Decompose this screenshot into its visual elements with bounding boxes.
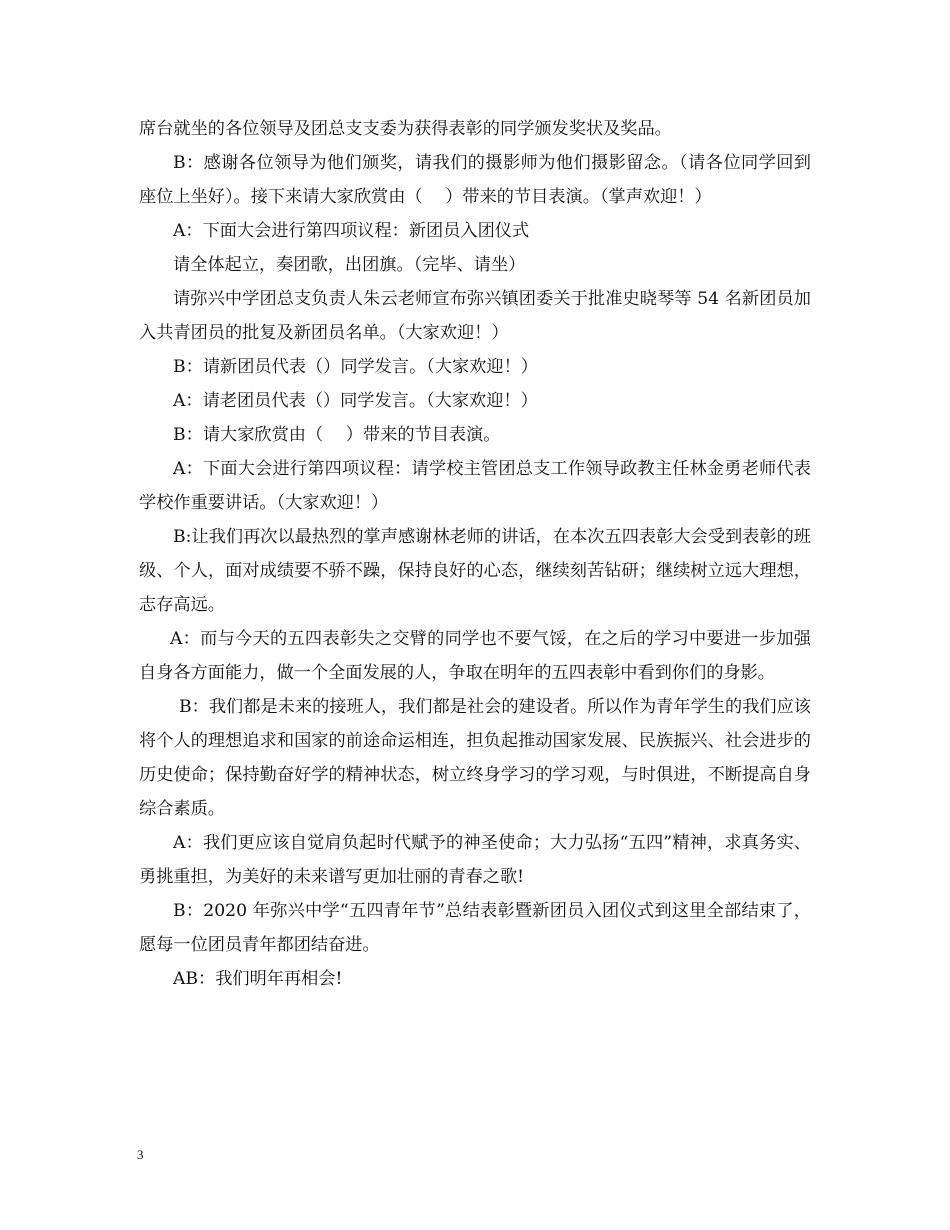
document-body <box>139 112 811 996</box>
paragraph-2: B：感谢各位领导为他们颁奖，请我们的摄影师为他们摄影留念。（请各位同学回到座位上坐好）。接下来请大家欣赏由（ ）带来的节目表演。（掌声欢迎！） <box>139 153 811 207</box>
paragraph-4: 请全体起立，奏团歌，出团旗。（完毕、请坐） <box>173 255 526 275</box>
paragraph-10: B:让我们再次以最热烈的掌声感谢林老师的讲话，在本次五四表彰大会受到表彰的班级、个人，面对成绩要不骄不躁，保持良好的心态，继续刻苦钻研；继续树立远大理想，志存高远。 <box>139 527 811 615</box>
paragraph-5: 请弥兴中学团总支负责人朱云老师宣布弥兴镇团委关于批准史晓琴等 54 名新团员加入共青团员的批复及新团员名单。（大家欢迎！） <box>139 289 811 343</box>
paragraph-15: AB：我们明年再相会! <box>173 969 343 989</box>
paragraph-6: B：请新团员代表（）同学发言。（大家欢迎！） <box>173 357 538 377</box>
paragraph-8: B：请大家欣赏由（ ）带来的节目表演。 <box>173 425 501 445</box>
paragraph-9: A：下面大会进行第四项议程：请学校主管团总支工作领导政教主任林金勇老师代表学校作重要讲话。（大家欢迎！） <box>139 459 811 513</box>
paragraph-3: A：下面大会进行第四项议程：新团员入团仪式 <box>173 221 530 241</box>
paragraph-7: A：请老团员代表（）同学发言。（大家欢迎！） <box>173 391 538 411</box>
paragraph-11: A：而与今天的五四表彰失之交臂的同学也不要气馁，在之后的学习中要进一步加强自身各方面能力，做一个全面发展的人，争取在明年的五四表彰中看到你们的身影。 <box>139 629 811 683</box>
paragraph-13: A：我们更应该自觉肩负起时代赋予的神圣使命；大力弘扬“五四”精神，求真务实、勇挑重担，为美好的未来谱写更加壮丽的青春之歌! <box>139 833 811 887</box>
paragraph-12: B：我们都是未来的接班人，我们都是社会的建设者。所以作为青年学生的我们应该将个人的理想追求和国家的前途命运相连，担负起推动国家发展、民族振兴、社会进步的历史使命；保持勤奋好学的精神状态，树立终身学习的学习观，与时俱进，不断提高自身综合素质。 <box>139 697 811 819</box>
paragraph-14: B：2020 年弥兴中学“五四青年节”总结表彰暨新团员入团仪式到这里全部结束了，愿每一位团员青年都团结奋进。 <box>139 901 811 955</box>
paragraph-1: 席台就坐的各位领导及团总支支委为获得表彰的同学颁发奖状及奖品。 <box>139 119 672 139</box>
page-number: 3 <box>137 1147 144 1162</box>
